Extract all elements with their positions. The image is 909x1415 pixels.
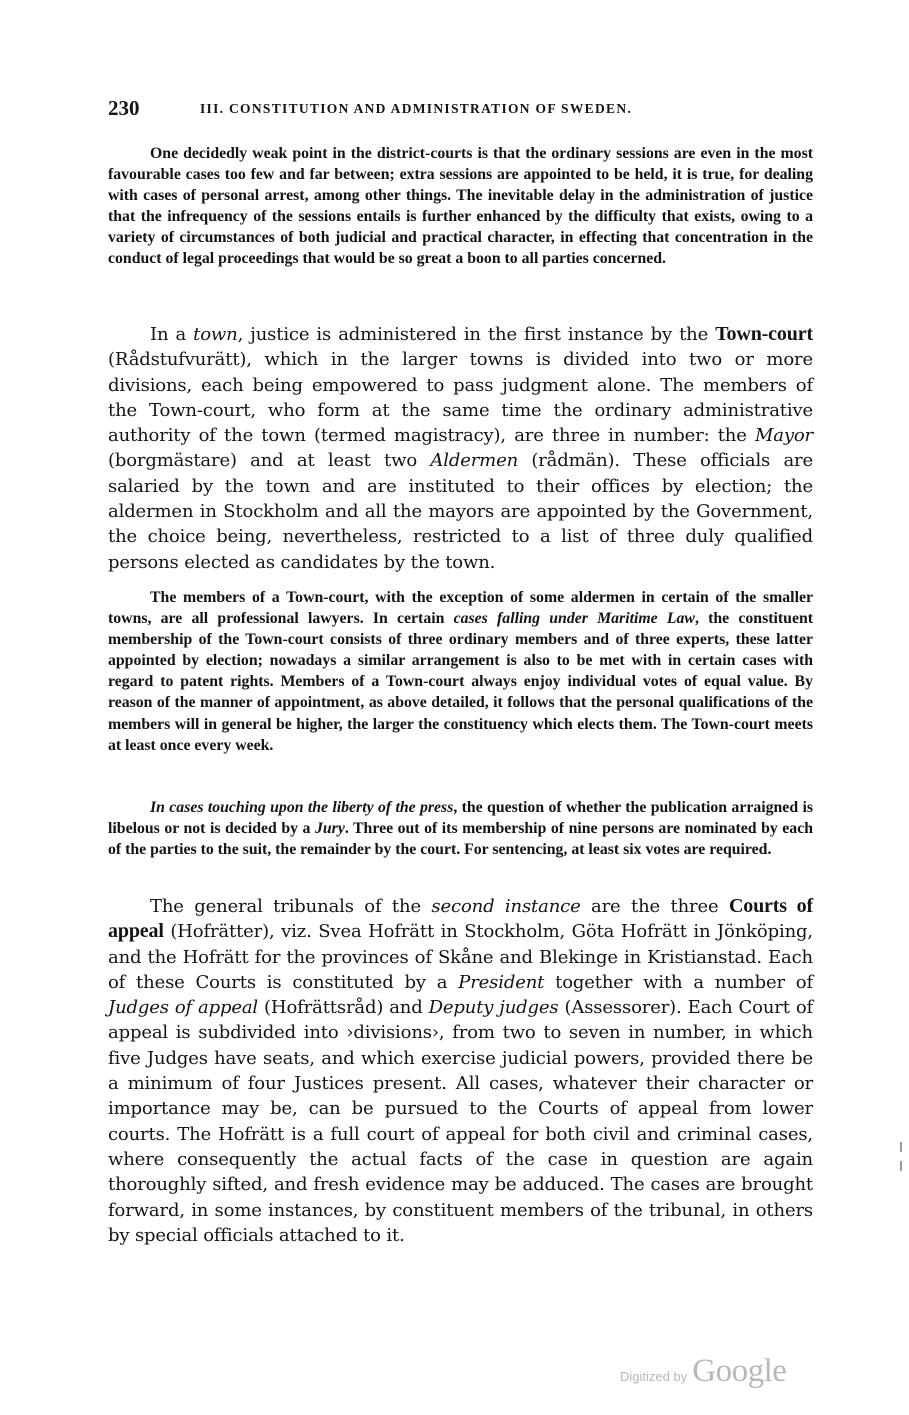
text-run: , the question of whether the publication arraigned is libelous or not is decided by a [108, 799, 813, 838]
text-run: together with a number of [544, 971, 813, 993]
text-run: . Three out of its membership of nine persons are nominated by each of the parties to the suit, the remainder by the court. For sentencing, at least six votes are required. [108, 820, 813, 859]
italic-run: Jury [314, 820, 345, 838]
paragraph-district-courts [108, 143, 813, 270]
text-run: , justice is administered in the first instance by the [237, 324, 716, 345]
italic-run: Deputy judges [428, 997, 559, 1019]
italic-run: second instance [431, 896, 581, 917]
paragraph-town-court [108, 322, 813, 575]
running-title: III. CONSTITUTION AND ADMINISTRATION OF SWEDEN. [200, 101, 633, 116]
paragraph-liberty-of-press [108, 797, 813, 860]
paragraph-town-court-members [108, 587, 813, 756]
text-run: , the constituent membership of the Town-court consists of three ordinary members and of three experts, these latter appointed by election; nowadays a similar arrangement is also to be met with in certain cases with regard to patent rights. Members of a Town-court always enjoy individual votes of equal value. By reason of the manner of appointment, as above detailed, it follows that the personal qualifications of the members will in general be higher, the larger the constituency which elects them. The Town-court meets at least once every week. [108, 610, 813, 754]
italic-run: In cases touching upon the liberty of the press [150, 799, 454, 816]
digitized-by-text: Digitized by [620, 1369, 688, 1384]
page-number: 230 [108, 96, 140, 120]
paragraph-courts-of-appeal [108, 894, 813, 1248]
text-run: are the three [580, 896, 729, 917]
running-head [108, 96, 813, 122]
text-run: (Hofrättsråd) and [258, 997, 429, 1019]
google-logo: Google [692, 1353, 787, 1389]
text-run: One decidedly weak point in the district-courts is that the ordinary sessions are even in the most favourable cases too few and far between; extra sessions are appointed to be held, it is true, for dealing with cases of personal arrest, among other things. The inevitable delay in the administration of justice that the infrequency of the sessions entails is further enhanced by the difficulty that exists, owing to a variety of circumstances of both judicial and practical character, in effecting that concentration in the conduct of legal proceedings that would be so great a boon to all parties concerned. [108, 145, 813, 268]
text-run: (borgmästare) and at least two [108, 450, 431, 472]
bold-term: Courts of appeal [108, 895, 814, 943]
italic-run: Mayor [754, 425, 813, 447]
scan-margin-mark [900, 1161, 902, 1171]
digitized-watermark [620, 1353, 786, 1393]
text-run: (Rådstufvurätt), which in the larger towns is divided into two or more divisions, each being empowered to pass judgment alone. The members of the Town-court, who form at the same time the ordinary administrative authority of the town (termed magistracy), are three in number: the [108, 349, 813, 447]
text-run: The members of a Town-court, with the exception of some aldermen in certain of the smaller towns, are all professional lawyers. In certain [108, 589, 813, 628]
text-run: In a [150, 324, 194, 345]
italic-run: Judges of appeal [108, 997, 259, 1019]
text-run: (rådmän). These officials are salaried by the town and are instituted to their offices by election; the aldermen in Stockholm and all the mayors are appointed by the Government, the choice being, nevertheless, restricted to a list of three duly qualified persons elected as candidates by the town. [108, 450, 813, 573]
italic-run: President [458, 971, 545, 993]
italic-run: town [193, 324, 238, 345]
bold-term: Town-court [715, 323, 813, 345]
italic-run: Aldermen [430, 450, 519, 472]
text-run: (Hofrätter), viz. Svea Hofrätt in Stockholm, Göta Hofrätt in Jönköping, and the Hofrätt for the provinces of Skåne and Blekinge in Kristianstad. Each of these Courts is constituted by a [108, 921, 813, 993]
text-run: The general tribunals of the [150, 896, 432, 917]
scan-margin-mark [900, 1142, 902, 1152]
italic-run: cases falling under Maritime Law [453, 610, 695, 628]
text-run: (Assessorer). Each Court of appeal is subdivided into ›divisions›, from two to seven in number, in which five Judges have seats, and which exercise judicial powers, provided there be a minimum of four Justices present. All cases, whatever their character or importance may be, can be pursued to the Courts of appeal from lower courts. The Hofrätt is a full court of appeal for both civil and criminal cases, where consequently the actual facts of the case in question are again thoroughly sifted, and fresh evidence may be adduced. The cases are brought forward, in some instances, by constituent members of the tribunal, in others by special officials attached to it. [108, 997, 814, 1246]
